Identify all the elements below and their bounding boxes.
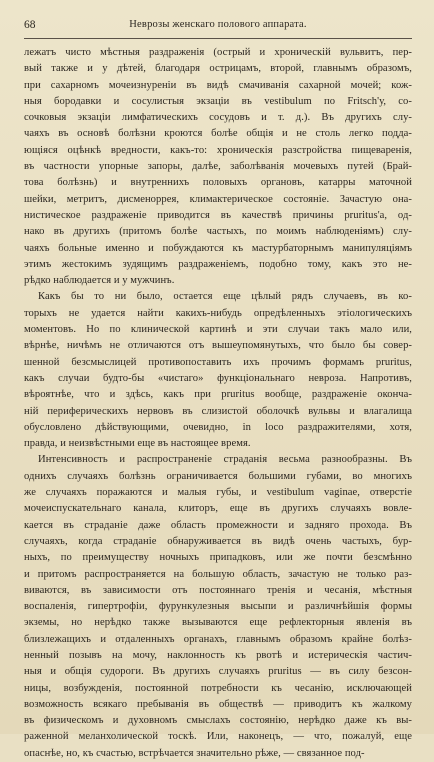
- text-line: шейки, метритъ, дисменоррея, климактерическое состояніе. Зачастую она-: [24, 193, 412, 205]
- text-line: же случаяхъ поражаются и малыя губы, и vestibulum vaginae, отверстіе: [24, 487, 412, 499]
- text-line: Интенсивность и распространеніе страданія весьма разнообразны. Въ: [38, 454, 412, 466]
- header-rule: [24, 38, 412, 39]
- text-line: виваются, въ зависимости отъ постояннаго тренія и чесанія, мѣстныя: [24, 584, 412, 596]
- page-header: [24, 16, 412, 34]
- paragraph: [24, 289, 412, 452]
- text-line: Какъ бы то ни было, остается еще цѣлый рядъ случаевъ, въ ко-: [38, 291, 412, 303]
- text-line: раженной меланхолической тоскѣ. Или, наконецъ, — что, пожалуй, еще: [24, 731, 412, 743]
- text-line: вѣрнѣе, ничѣмъ не отличаются отъ вышеупомянутыхъ, что было бы совер-: [24, 340, 412, 352]
- text-line: и притомъ распространяется на большую область, зачастую не только раз-: [24, 568, 412, 580]
- text-line: кается въ страданіе даже область промежности и задняго прохода. Въ: [24, 519, 412, 531]
- text-line: при сахарномъ мочеизнуреніи въ видѣ смачиванія сахарной мочей; кож-: [24, 79, 412, 91]
- text-line: вѣроятнѣе, что и здѣсь, какъ при pruritus вообще, раздраженіе оконча-: [24, 389, 412, 401]
- text-line: однихъ случаяхъ болѣзнь ограничивается большими губами, во многихъ: [24, 470, 412, 482]
- text-line: случаяхъ, когда страданіе обнаруживается въ видѣ очень частыхъ, бур-: [24, 535, 412, 547]
- text-line: ненный позывъ на мочу, наклонность къ рвотѣ и истерическія частич-: [24, 649, 412, 661]
- text-line: нако въ другихъ (притомъ болѣе частыхъ, по моимъ наблюденіямъ) слу-: [24, 226, 412, 238]
- text-line: ныя бородавки и сосулистыя экзаціи въ vestibulum по Fritsch'у, со-: [24, 95, 412, 107]
- text-line: лежатъ чисто мѣстныя раздраженія (острый и хроническій вульвитъ, пер-: [24, 47, 412, 58]
- text-line: въ физическомъ и духовномъ смыслахъ состоянію, нерѣдко даже къ вы-: [24, 715, 412, 727]
- paragraph: [24, 45, 412, 289]
- text-line: въ частности упорные запоры, далѣе, заболѣванія мочевыхъ путей (Брай-: [24, 161, 412, 173]
- text-line: ницы, возбужденія, постоянной потребности къ чесанію, исключающей: [24, 682, 412, 694]
- text-line: сочковыя экзаціи лимфатическихъ сосудовъ и т. д.). Въ другихъ слу-: [24, 112, 412, 124]
- text-line: близлежащихъ и отдаленныхъ органахъ, главнымъ образомъ крайне болѣз-: [24, 633, 412, 645]
- text-line: правда, и неизвѣстными еще въ настоящее время.: [24, 438, 251, 450]
- text-line: моментовъ. Но по клинической картинѣ и эти случаи такъ мало или,: [24, 324, 412, 336]
- text-line: этимъ жестокимъ зудящимъ раздраженіемъ, подобно тому, какъ это не-: [24, 258, 412, 270]
- text-line: вый также и у дѣтей, благодаря острицамъ, второй, главнымъ образомъ,: [24, 63, 412, 75]
- body-text: [24, 45, 412, 762]
- running-title: Неврозы женскаго полового аппарата.: [129, 19, 307, 30]
- text-line: рѣдко наблюдается и у мужчинъ.: [24, 275, 175, 287]
- text-line: обусловлено дѣйствующими, очевидно, in loco раздражителями, хотя,: [24, 421, 412, 433]
- text-line: торыхъ не удается найти какихъ-нибудь опредѣленныхъ этіологическихъ: [24, 307, 412, 319]
- text-line: чаяхъ въ основѣ болѣзни кроются болѣе общія и не столь легко подда-: [24, 128, 412, 140]
- text-line: чаяхъ больные именно и побуждаются къ мастурбаторнымъ манипуляціямъ: [24, 242, 412, 254]
- text-line: какъ случаи будто-бы «чистаго» функціональнаго невроза. Напротивъ,: [24, 372, 412, 384]
- text-line: ній периферическихъ нервовъ въ слизистой оболочкѣ вульвы и влагалища: [24, 405, 412, 417]
- text-line: нистическое раздраженіе приводится въ качествѣ причины pruritus'а, од-: [24, 209, 412, 221]
- text-line: ныя и общія судороги. Въ другихъ случаяхъ pruritus — въ силу безсон-: [24, 666, 412, 678]
- text-line: опаснѣе, но, къ счастью, встрѣчается значительно рѣже, — связанное под-: [24, 747, 365, 759]
- text-line: мочеиспускательнаго канала, клиторъ, еще въ другихъ случаяхъ вовле-: [24, 503, 412, 515]
- paragraph: [24, 452, 412, 762]
- page-number: 68: [24, 19, 36, 31]
- text-line: воспаленія, гипертрофіи, фурункулезныя высыпи и различнѣйшія формы: [24, 601, 412, 613]
- text-line: возможность всякаго пребыванія въ обществѣ — приводитъ къ жалкому: [24, 698, 412, 710]
- text-line: ющіяся оцѣнкѣ вредности, какъ-то: хроническія разстройства пищеваренія,: [24, 144, 412, 156]
- text-line: ныхъ, по преимуществу ночныхъ припадковъ, или же почти безсмѣнно: [24, 552, 412, 564]
- text-line: това болѣзнь) и внутреннихъ половыхъ органовъ, катарры маточной: [24, 177, 412, 189]
- text-line: шенной безсмыслицей противопоставить ихъ прочимъ формамъ pruritus,: [24, 356, 412, 368]
- text-line: экземы, но нерѣдко также вызываются еще рефлекторныя явленія въ: [24, 617, 412, 629]
